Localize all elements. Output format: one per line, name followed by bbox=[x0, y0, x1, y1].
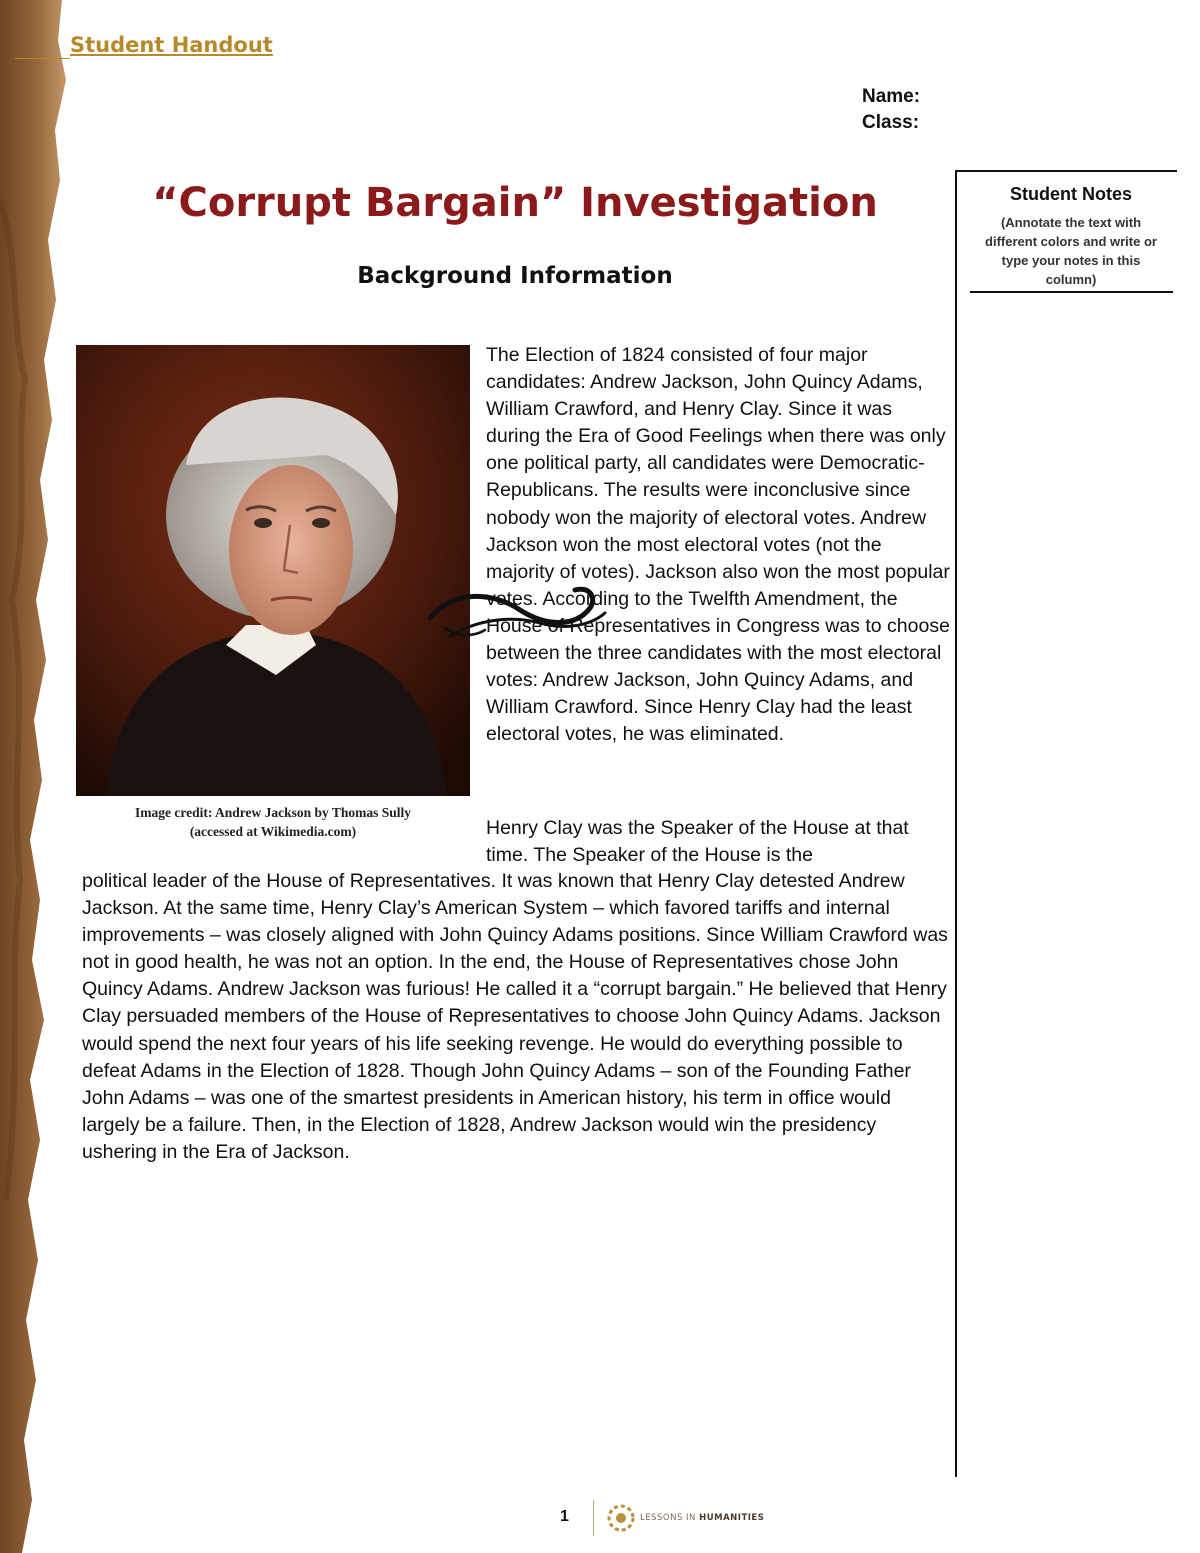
paragraph-henry-clay-rest: political leader of the House of Representatives. It was known that Henry Clay detested Andrew Jackson. At the same time, Henry Clay’s American System – which favored tariffs and internal improvements – was closely aligned with John Quincy Adams positions. Since William Crawford was not in good health, he was not an option. In the end, the House of Representatives chose John Quincy Adams. Andrew Jackson was furious! He called it a “corrupt bargain.” He believed that Henry Clay persuaded members of the House of Representatives to choose John Quincy Adams. Jackson would spend the next four years of his life seeking revenge. He would do everything possible to defeat Adams in the Election of 1828. Though John Quincy Adams – son of the Founding Father John Adams – was one of the smartest presidents in American history, his term in office would largely be a failure. Then, in the Election of 1828, Andrew Jackson would win the presidency ushering in the Era of Jackson. bbox=[82, 870, 948, 1163]
page-subtitle: Background Information bbox=[357, 263, 673, 289]
footer-brand bbox=[640, 1513, 764, 1523]
name-class-block bbox=[862, 84, 920, 136]
handout-label: Student Handout bbox=[70, 33, 273, 57]
student-notes-rule bbox=[970, 291, 1173, 293]
page-number: 1 bbox=[560, 1508, 569, 1525]
footer-brand-prefix: LESSONS IN bbox=[640, 1513, 696, 1523]
decorative-flourish bbox=[425, 578, 610, 648]
footer-brand-suffix: HUMANITIES bbox=[699, 1513, 765, 1523]
class-label: Class: bbox=[862, 112, 920, 133]
page-title: “Corrupt Bargain” Investigation bbox=[152, 180, 878, 226]
name-label: Name: bbox=[862, 86, 921, 107]
image-caption bbox=[76, 803, 470, 841]
lessons-in-humanities-logo-icon bbox=[605, 1502, 637, 1534]
andrew-jackson-portrait bbox=[76, 345, 470, 796]
paragraph-henry-clay-start: Henry Clay was the Speaker of the House at that time. The Speaker of the House is the bbox=[486, 817, 909, 867]
paragraph-election-1824: The Election of 1824 consisted of four major candidates: Andrew Jackson, John Quincy Adams, William Crawford, and Henry Clay. Since it was during the Era of Good Feelings when there was only one political party, all candidates were Democratic-Republicans. The results were inconclusive since nobody won the majority of electoral votes. Andrew Jackson won the most electoral votes (not the majority of votes). Jackson also won the most popular votes. According to the Twelfth Amendment, the House of Representatives in Congress was to choose between the three candidates with the most electoral votes: Andrew Jackson, John Quincy Adams, and William Crawford. Since Henry Clay had the least electoral votes, he was eliminated. bbox=[486, 344, 950, 746]
student-notes-title: Student Notes bbox=[1009, 184, 1132, 204]
student-notes-column bbox=[955, 170, 1177, 1477]
footer-separator bbox=[593, 1500, 594, 1536]
image-caption-credit: Image credit: Andrew Jackson by Thomas Sully bbox=[134, 805, 412, 820]
student-notes-instructions: (Annotate the text with different colors and write or type your notes in this column) bbox=[985, 215, 1157, 287]
image-caption-source: (accessed at Wikimedia.com) bbox=[189, 824, 357, 839]
handout-rule bbox=[15, 58, 70, 59]
